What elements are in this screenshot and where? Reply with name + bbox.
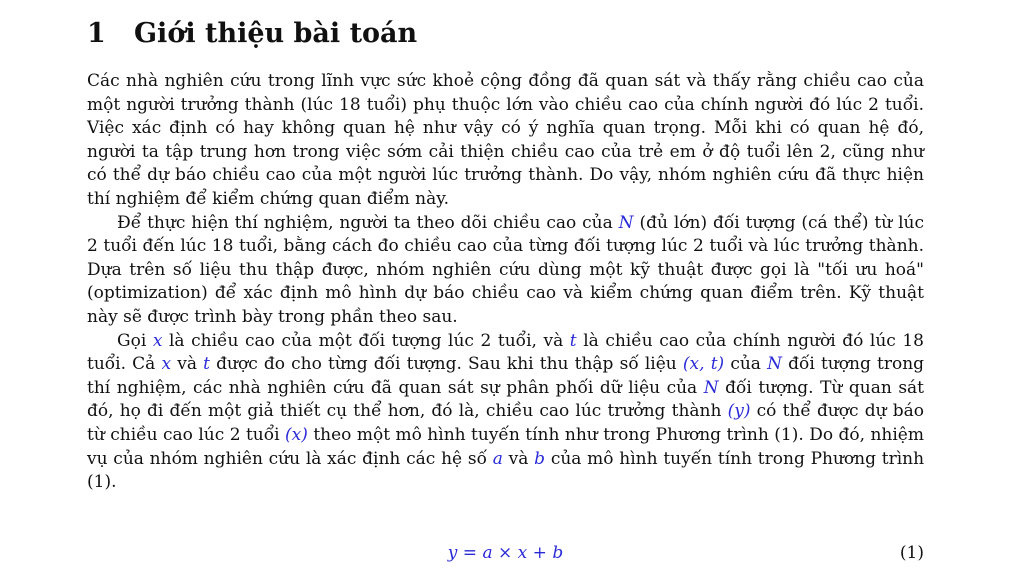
text-segment: là chiều cao của chính người đó lúc 18 tuổi. Cả <box>87 330 924 375</box>
math-var-b: b <box>534 448 546 469</box>
paragraph-2 <box>87 212 924 330</box>
text-segment: và <box>508 448 529 469</box>
section-number: 1 <box>87 18 106 49</box>
equation-number: (1) <box>899 543 924 563</box>
math-var-n: N <box>767 354 782 375</box>
math-var-a: a <box>492 448 503 469</box>
section-heading <box>87 14 417 54</box>
paragraph-1: Các nhà nghiên cứu trong lĩnh vực sức khoẻ cộng đồng đã quan sát và thấy rằng chiều cao của một người trưởng thành (lúc 18 tuổi) phụ thuộc lớn vào chiều cao của chính người đó lúc 2 tuổi. Việc xác định có hay không quan hệ như vậy có ý nghĩa quan trọng. Mỗi khi có quan hệ đó, người ta tập trung hơn trong việc sớm cải thiện chiều cao của trẻ em ở độ tuổi lên 2, cũng như có thể dự báo chiều cao của một người lúc trưởng thành. Do vậy, nhóm nghiên cứu đã thực hiện thí nghiệm để kiểm chứng quan điểm này. <box>87 71 924 209</box>
eq-x: x <box>517 543 528 563</box>
math-var-t: t <box>569 330 577 351</box>
text-segment: đối tượng trong thí nghiệm, các nhà nghiên cứu đã quan sát sự phân phối dữ liệu của <box>87 354 925 398</box>
text-segment: (đủ lớn) đối tượng (cá thể) từ lúc 2 tuổi đến lúc 18 tuổi, bằng cách đo chiều cao của từng đối tượng lúc 2 tuổi và lúc trưởng thành. Dựa trên số liệu thu thập được, nhóm nghiên cứu dùng một kỹ thuật được gọi là "tối ưu hoá" (optimization) để xác định mô hình dự báo chiều cao và kiểm chứng quan điểm trên. Kỹ thuật này sẽ được trình bày trong phần theo sau. <box>87 212 924 327</box>
math-var-x: x <box>161 354 172 375</box>
eq-plus: + <box>532 543 547 563</box>
math-var-y: (y) <box>727 401 751 422</box>
math-var-x: (x) <box>285 424 308 445</box>
text-segment: là chiều cao của một đối tượng lúc 2 tuổi, và <box>168 330 564 351</box>
math-var-x: x <box>152 330 163 351</box>
math-var-t: t <box>203 354 210 375</box>
eq-lhs: y <box>447 543 458 563</box>
text-segment: đối tượng. Từ quan sát đó, họ đi đến một giả thiết cụ thể hơn, đó là, chiều cao lúc trưởng thành <box>87 377 925 422</box>
paragraph-3 <box>87 330 924 495</box>
eq-a: a <box>482 543 493 563</box>
text-segment: có thể được dự báo từ chiều cao lúc 2 tuổi <box>87 401 924 445</box>
equation-1 <box>87 540 924 566</box>
math-var-n: N <box>618 212 634 233</box>
text-segment: Gọi <box>117 330 147 351</box>
text-segment: của <box>730 354 761 375</box>
math-var-n: N <box>703 377 719 398</box>
eq-equals: = <box>462 543 478 563</box>
text-segment: được đo cho từng đối tượng. Sau khi thu thập số liệu <box>216 354 677 375</box>
text-segment: theo một mô hình tuyến tính như trong Phương trình (1). Do đó, nhiệm vụ của nhóm nghiên cứu là xác định các hệ số <box>87 424 924 469</box>
section-title: Giới thiệu bài toán <box>134 18 418 49</box>
text-segment: Để thực hiện thí nghiệm, người ta theo dõi chiều cao của <box>117 212 613 233</box>
article-body <box>87 70 924 495</box>
text-segment: của mô hình tuyến tính trong Phương trình (1). <box>87 448 925 493</box>
text-segment: và <box>177 354 197 375</box>
math-pair-xt: (x, t) <box>682 354 725 375</box>
equation-body <box>87 540 924 566</box>
eq-times: × <box>498 543 513 563</box>
eq-b: b <box>552 543 564 563</box>
